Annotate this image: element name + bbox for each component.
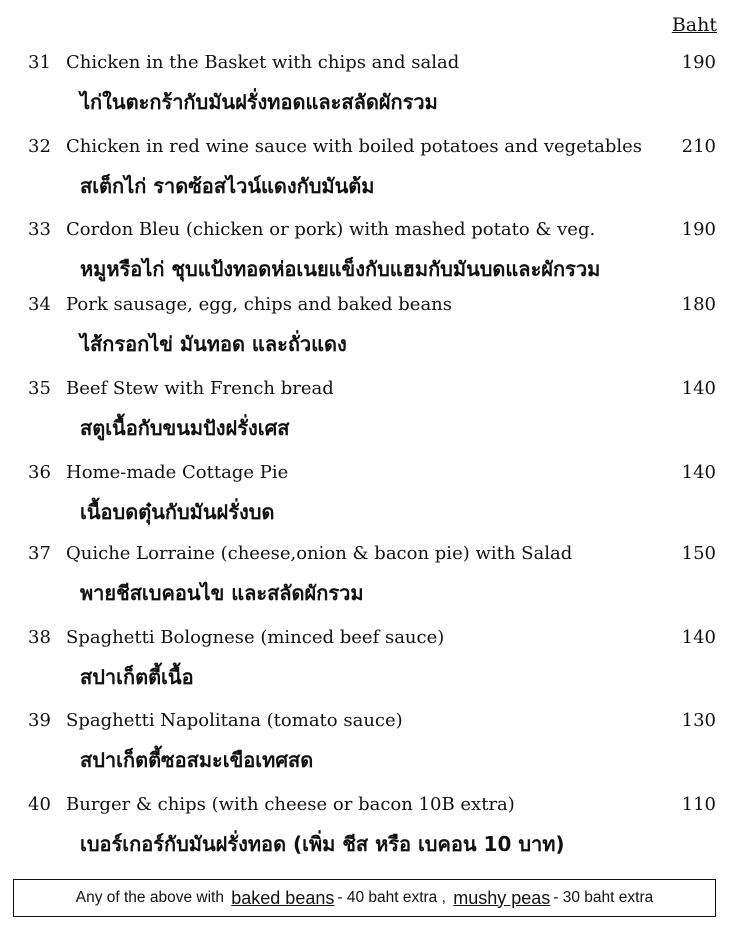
item-number: 37 — [28, 543, 51, 564]
item-price: 180 — [681, 294, 716, 315]
item-price: 130 — [681, 710, 716, 731]
extras-peas-price: - 30 baht extra — [553, 889, 654, 906]
item-name: Beef Stew with French bread — [66, 378, 334, 399]
item-thai-name: ไก่ในตะกร้ากับมันฝรั่งทอดและสลัดผักรวม — [80, 90, 438, 114]
item-price: 150 — [681, 543, 716, 564]
menu-item-38 — [0, 627, 737, 711]
menu-item-37 — [0, 543, 737, 627]
menu-item-32 — [0, 136, 737, 220]
item-thai-name: ไส้กรอกไข่ มันทอด และถั่วแดง — [80, 332, 347, 356]
currency-header: Baht — [671, 14, 717, 36]
item-number: 32 — [28, 136, 51, 157]
item-number: 33 — [28, 219, 51, 240]
item-number: 38 — [28, 627, 51, 648]
item-name: Home-made Cottage Pie — [66, 462, 289, 483]
extras-note — [13, 879, 716, 917]
extras-beans-price: - 40 baht extra , — [337, 889, 446, 906]
item-name: Spaghetti Napolitana (tomato sauce) — [66, 710, 403, 731]
menu-item-40 — [0, 794, 737, 878]
item-number: 39 — [28, 710, 51, 731]
item-number: 34 — [28, 294, 51, 315]
item-price: 110 — [681, 794, 716, 815]
item-name: Chicken in red wine sauce with boiled potatoes and vegetables — [66, 136, 642, 157]
menu-item-34 — [0, 294, 737, 378]
item-price: 190 — [681, 219, 716, 240]
item-price: 140 — [681, 378, 716, 399]
item-thai-name: พายชีสเบคอนไข และสลัดผักรวม — [80, 581, 364, 605]
item-thai-name: สปาเก็ตตี้ซอสมะเขือเทศสด — [80, 748, 314, 772]
item-price: 140 — [681, 462, 716, 483]
extras-prefix: Any of the above with — [75, 889, 224, 906]
item-name: Burger & chips (with cheese or bacon 10B extra) — [66, 794, 515, 815]
item-price: 190 — [681, 52, 716, 73]
item-name: Pork sausage, egg, chips and baked beans — [66, 294, 453, 315]
item-price: 140 — [681, 627, 716, 648]
item-name: Cordon Bleu (chicken or pork) with mashed potato & veg. — [66, 219, 596, 240]
extras-baked-beans: baked beans — [231, 887, 335, 908]
menu-item-33 — [0, 219, 737, 303]
item-name: Spaghetti Bolognese (minced beef sauce) — [66, 627, 445, 648]
item-thai-name: หมูหรือไก่ ชุบแป้งทอดห่อเนยแข็งกับแฮมกับมันบดและผักรวม — [80, 257, 601, 281]
extras-mushy-peas: mushy peas — [453, 887, 551, 908]
item-number: 35 — [28, 378, 51, 399]
item-number: 40 — [28, 794, 51, 815]
item-number: 31 — [28, 52, 51, 73]
item-thai-name: สเต็กไก่ ราดซ้อสไวน์แดงกับมันต้ม — [80, 174, 375, 198]
item-thai-name: สตูเนื้อกับขนมปังฝรั่งเศส — [80, 416, 290, 440]
menu-item-36 — [0, 462, 737, 546]
item-thai-name: เนื้อบดตุ๋นกับมันฝรั่งบด — [80, 500, 275, 524]
item-thai-name: เบอร์เกอร์กับมันฝรั่งทอด (เพิ่ม ชีส หรือ เบคอน 10 บาท) — [80, 832, 565, 856]
menu-item-31 — [0, 52, 737, 136]
item-thai-name: สปาเก็ตตี้เนื้อ — [80, 665, 194, 689]
menu-item-35 — [0, 378, 737, 462]
item-name: Quiche Lorraine (cheese,onion & bacon pie) with Salad — [66, 543, 573, 564]
menu-item-39 — [0, 710, 737, 794]
item-number: 36 — [28, 462, 51, 483]
item-price: 210 — [681, 136, 716, 157]
item-name: Chicken in the Basket with chips and salad — [66, 52, 460, 73]
